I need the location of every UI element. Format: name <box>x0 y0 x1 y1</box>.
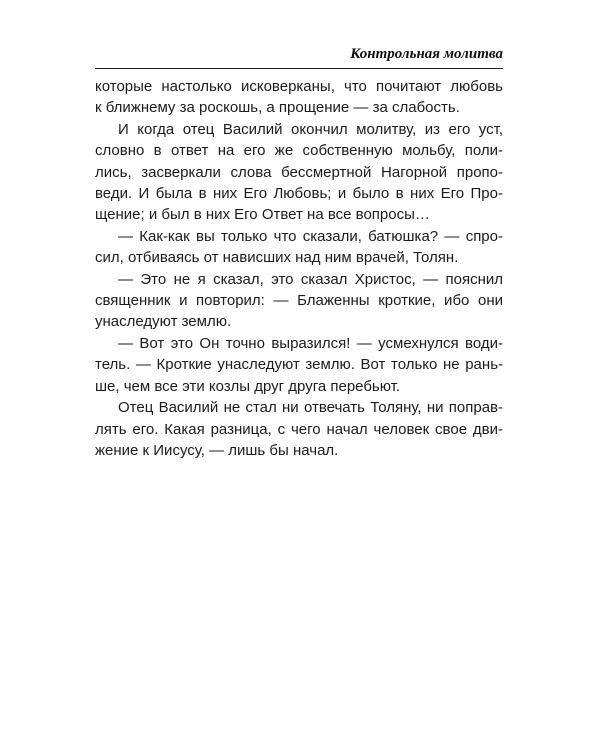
text-line: веди. И была в них Его Любовь; и было в них Его Про- <box>95 185 503 203</box>
paragraph <box>95 76 503 119</box>
text-line: — Это не я сказал, это сказал Христос, — пояснил <box>118 270 503 288</box>
text-line: — Вот это Он точно выразился! — усмехнулся води- <box>118 334 503 352</box>
header-rule <box>95 68 503 69</box>
text-body <box>95 76 503 461</box>
paragraph <box>95 226 503 269</box>
text-line: щение; и был в них Его Ответ на все вопросы… <box>95 206 430 224</box>
paragraph <box>95 397 503 461</box>
paragraph <box>95 269 503 333</box>
text-line: И когда отец Василий окончил молитву, из его уст, <box>118 120 503 138</box>
text-line: лись, засверкали слова бессмертной Нагорной пропо- <box>95 163 503 181</box>
text-line: жение к Иисусу, — лишь бы начал. <box>95 441 339 459</box>
text-line: к ближнему за роскошь, а прощение — за слабость. <box>95 99 460 117</box>
paragraph <box>95 333 503 397</box>
text-line: священник и повторил: — Блаженны кроткие, ибо они <box>95 292 503 310</box>
running-head-title: Контрольная молитва <box>350 46 503 62</box>
text-line: унаследуют землю. <box>95 313 232 331</box>
text-line: тель. — Кроткие унаследуют землю. Вот только не рань- <box>95 356 503 374</box>
text-line: — Как-как вы только что сказали, батюшка? — спро- <box>118 227 503 245</box>
paragraph <box>95 119 503 226</box>
text-line: словно в ответ на его же собственную мольбу, поли- <box>95 142 503 160</box>
text-line: сил, отбиваясь от нависших над ним врачей, Толян. <box>95 249 459 267</box>
text-line: которые настолько исковерканы, что почитают любовь <box>95 78 503 95</box>
text-line: Отец Василий не стал ни отвечать Толяну, ни поправ- <box>118 399 503 417</box>
text-line: лять его. Какая разница, с чего начал человек свое дви- <box>95 420 503 438</box>
text-line: ше, чем все эти козлы друг друга перебьют. <box>95 377 401 395</box>
